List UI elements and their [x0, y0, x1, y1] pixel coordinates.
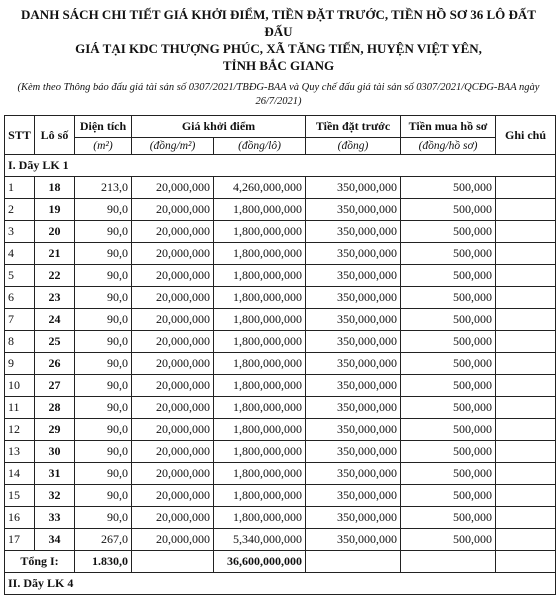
row-stt: 8: [5, 331, 35, 353]
row-price-lot: 1,800,000,000: [214, 353, 306, 375]
row-price-m2: 20,000,000: [132, 441, 214, 463]
total-label: Tổng I:: [5, 551, 75, 573]
row-fee: 500,000: [401, 243, 496, 265]
row-lot: 28: [35, 397, 75, 419]
row-area: 90,0: [75, 265, 132, 287]
table-row: [5, 287, 556, 309]
row-note: [496, 287, 556, 309]
table-unit-row: [5, 138, 556, 155]
row-price-lot: 1,800,000,000: [214, 331, 306, 353]
row-note: [496, 177, 556, 199]
row-area: 90,0: [75, 419, 132, 441]
unit-price-m2: (đồng/m²): [132, 138, 214, 155]
row-area: 90,0: [75, 485, 132, 507]
row-lot: 20: [35, 221, 75, 243]
row-fee: 500,000: [401, 331, 496, 353]
row-area: 90,0: [75, 331, 132, 353]
table-row: [5, 463, 556, 485]
row-fee: 500,000: [401, 441, 496, 463]
header-lot: Lô số: [35, 116, 75, 155]
table-row: [5, 397, 556, 419]
row-lot: 30: [35, 441, 75, 463]
row-lot: 27: [35, 375, 75, 397]
table-row: [5, 485, 556, 507]
table-row: [5, 309, 556, 331]
section-label-2: II. Dãy LK 4: [5, 573, 556, 595]
row-price-lot: 1,800,000,000: [214, 221, 306, 243]
row-price-m2: 20,000,000: [132, 243, 214, 265]
table-row: [5, 243, 556, 265]
table-row: [5, 177, 556, 199]
row-fee: 500,000: [401, 529, 496, 551]
total-price-lot: 36,600,000,000: [214, 551, 306, 573]
row-fee: 500,000: [401, 397, 496, 419]
row-area: 90,0: [75, 353, 132, 375]
table-row: [5, 353, 556, 375]
header-deposit: Tiền đặt trước: [306, 116, 401, 138]
row-price-lot: 1,800,000,000: [214, 507, 306, 529]
total-empty-4: [496, 551, 556, 573]
row-deposit: 350,000,000: [306, 529, 401, 551]
row-fee: 500,000: [401, 485, 496, 507]
unit-deposit: (đồng): [306, 138, 401, 155]
row-stt: 2: [5, 199, 35, 221]
row-note: [496, 485, 556, 507]
row-price-m2: 20,000,000: [132, 177, 214, 199]
row-lot: 19: [35, 199, 75, 221]
section-row-2: [5, 573, 556, 595]
row-price-lot: 1,800,000,000: [214, 243, 306, 265]
row-fee: 500,000: [401, 309, 496, 331]
row-price-m2: 20,000,000: [132, 529, 214, 551]
row-price-lot: 1,800,000,000: [214, 419, 306, 441]
header-area: Diện tích: [75, 116, 132, 138]
unit-area: (m²): [75, 138, 132, 155]
row-lot: 25: [35, 331, 75, 353]
row-stt: 4: [5, 243, 35, 265]
row-fee: 500,000: [401, 265, 496, 287]
row-deposit: 350,000,000: [306, 199, 401, 221]
total-empty-2: [306, 551, 401, 573]
row-price-lot: 1,800,000,000: [214, 463, 306, 485]
row-price-lot: 1,800,000,000: [214, 441, 306, 463]
unit-fee: (đồng/hồ sơ): [401, 138, 496, 155]
row-deposit: 350,000,000: [306, 221, 401, 243]
document-note: (Kèm theo Thông báo đấu giá tài sản số 0307/2021/TBĐG-BAA và Quy chế đấu giá tài sản số 0307/2021/QCĐG-BAA ngày 26/7/2021): [17, 82, 540, 107]
row-area: 90,0: [75, 375, 132, 397]
row-note: [496, 265, 556, 287]
row-note: [496, 463, 556, 485]
row-price-m2: 20,000,000: [132, 485, 214, 507]
row-lot: 31: [35, 463, 75, 485]
table-row: [5, 529, 556, 551]
row-price-m2: 20,000,000: [132, 375, 214, 397]
table-row: [5, 221, 556, 243]
row-deposit: 350,000,000: [306, 243, 401, 265]
row-stt: 7: [5, 309, 35, 331]
row-stt: 16: [5, 507, 35, 529]
row-deposit: 350,000,000: [306, 265, 401, 287]
title-line-3: TỈNH BẮC GIANG: [222, 58, 335, 73]
row-stt: 10: [5, 375, 35, 397]
row-area: 90,0: [75, 507, 132, 529]
row-fee: 500,000: [401, 353, 496, 375]
row-note: [496, 243, 556, 265]
table-row: [5, 507, 556, 529]
row-price-m2: 20,000,000: [132, 287, 214, 309]
row-fee: 500,000: [401, 177, 496, 199]
row-stt: 3: [5, 221, 35, 243]
row-area: 90,0: [75, 441, 132, 463]
row-lot: 24: [35, 309, 75, 331]
total-row: [5, 551, 556, 573]
price-table: [4, 115, 556, 595]
row-price-m2: 20,000,000: [132, 463, 214, 485]
row-note: [496, 529, 556, 551]
header-fee: Tiền mua hồ sơ: [401, 116, 496, 138]
row-stt: 6: [5, 287, 35, 309]
row-deposit: 350,000,000: [306, 177, 401, 199]
row-deposit: 350,000,000: [306, 441, 401, 463]
row-note: [496, 353, 556, 375]
row-lot: 23: [35, 287, 75, 309]
row-stt: 14: [5, 463, 35, 485]
row-stt: 9: [5, 353, 35, 375]
row-price-m2: 20,000,000: [132, 265, 214, 287]
row-note: [496, 331, 556, 353]
row-note: [496, 375, 556, 397]
row-stt: 11: [5, 397, 35, 419]
row-deposit: 350,000,000: [306, 353, 401, 375]
row-stt: 5: [5, 265, 35, 287]
row-price-m2: 20,000,000: [132, 397, 214, 419]
total-empty-3: [401, 551, 496, 573]
row-price-m2: 20,000,000: [132, 353, 214, 375]
table-header-row: [5, 116, 556, 138]
row-lot: 26: [35, 353, 75, 375]
row-area: 90,0: [75, 287, 132, 309]
total-empty-1: [132, 551, 214, 573]
row-note: [496, 199, 556, 221]
row-lot: 34: [35, 529, 75, 551]
title-line-1: DANH SÁCH CHI TIẾT GIÁ KHỞI ĐIỂM, TIỀN ĐẶT TRƯỚC, TIỀN HỒ SƠ 36 LÔ ĐẤT ĐẤU: [21, 7, 536, 39]
row-price-lot: 1,800,000,000: [214, 287, 306, 309]
row-price-lot: 4,260,000,000: [214, 177, 306, 199]
row-stt: 12: [5, 419, 35, 441]
row-fee: 500,000: [401, 375, 496, 397]
row-fee: 500,000: [401, 199, 496, 221]
row-price-m2: 20,000,000: [132, 507, 214, 529]
row-deposit: 350,000,000: [306, 419, 401, 441]
row-stt: 15: [5, 485, 35, 507]
table-row: [5, 331, 556, 353]
row-price-m2: 20,000,000: [132, 419, 214, 441]
row-price-lot: 1,800,000,000: [214, 199, 306, 221]
row-note: [496, 309, 556, 331]
row-lot: 33: [35, 507, 75, 529]
row-fee: 500,000: [401, 419, 496, 441]
section-row-1: [5, 155, 556, 177]
row-note: [496, 397, 556, 419]
table-row: [5, 419, 556, 441]
row-price-m2: 20,000,000: [132, 199, 214, 221]
row-area: 90,0: [75, 309, 132, 331]
row-stt: 17: [5, 529, 35, 551]
row-fee: 500,000: [401, 287, 496, 309]
document-title: [0, 6, 557, 74]
row-deposit: 350,000,000: [306, 507, 401, 529]
row-area: 90,0: [75, 243, 132, 265]
row-deposit: 350,000,000: [306, 375, 401, 397]
row-fee: 500,000: [401, 463, 496, 485]
row-deposit: 350,000,000: [306, 287, 401, 309]
row-area: 267,0: [75, 529, 132, 551]
row-lot: 29: [35, 419, 75, 441]
row-stt: 13: [5, 441, 35, 463]
header-note: Ghi chú: [496, 116, 556, 155]
row-area: 90,0: [75, 221, 132, 243]
header-stt: STT: [5, 116, 35, 155]
row-lot: 18: [35, 177, 75, 199]
row-price-lot: 5,340,000,000: [214, 529, 306, 551]
header-start-price: Giá khởi điểm: [132, 116, 306, 138]
row-deposit: 350,000,000: [306, 463, 401, 485]
row-price-lot: 1,800,000,000: [214, 485, 306, 507]
row-lot: 21: [35, 243, 75, 265]
row-area: 90,0: [75, 463, 132, 485]
row-deposit: 350,000,000: [306, 331, 401, 353]
row-area: 90,0: [75, 199, 132, 221]
row-stt: 1: [5, 177, 35, 199]
row-note: [496, 441, 556, 463]
row-price-lot: 1,800,000,000: [214, 309, 306, 331]
row-area: 90,0: [75, 397, 132, 419]
row-price-lot: 1,800,000,000: [214, 397, 306, 419]
table-row: [5, 265, 556, 287]
table-row: [5, 375, 556, 397]
row-deposit: 350,000,000: [306, 309, 401, 331]
row-note: [496, 419, 556, 441]
row-price-m2: 20,000,000: [132, 221, 214, 243]
row-note: [496, 507, 556, 529]
total-area: 1.830,0: [75, 551, 132, 573]
section-label-1: I. Dãy LK 1: [5, 155, 556, 177]
row-deposit: 350,000,000: [306, 397, 401, 419]
row-note: [496, 221, 556, 243]
unit-price-lot: (đồng/lô): [214, 138, 306, 155]
row-price-m2: 20,000,000: [132, 309, 214, 331]
row-price-m2: 20,000,000: [132, 331, 214, 353]
table-row: [5, 199, 556, 221]
row-deposit: 350,000,000: [306, 485, 401, 507]
row-fee: 500,000: [401, 507, 496, 529]
row-price-lot: 1,800,000,000: [214, 265, 306, 287]
row-lot: 22: [35, 265, 75, 287]
row-price-lot: 1,800,000,000: [214, 375, 306, 397]
row-fee: 500,000: [401, 221, 496, 243]
row-area: 213,0: [75, 177, 132, 199]
title-line-2: GIÁ TẠI KDC THƯỢNG PHÚC, XÃ TĂNG TIẾN, HUYỆN VIỆT YÊN,: [75, 41, 482, 56]
table-row: [5, 441, 556, 463]
row-lot: 32: [35, 485, 75, 507]
